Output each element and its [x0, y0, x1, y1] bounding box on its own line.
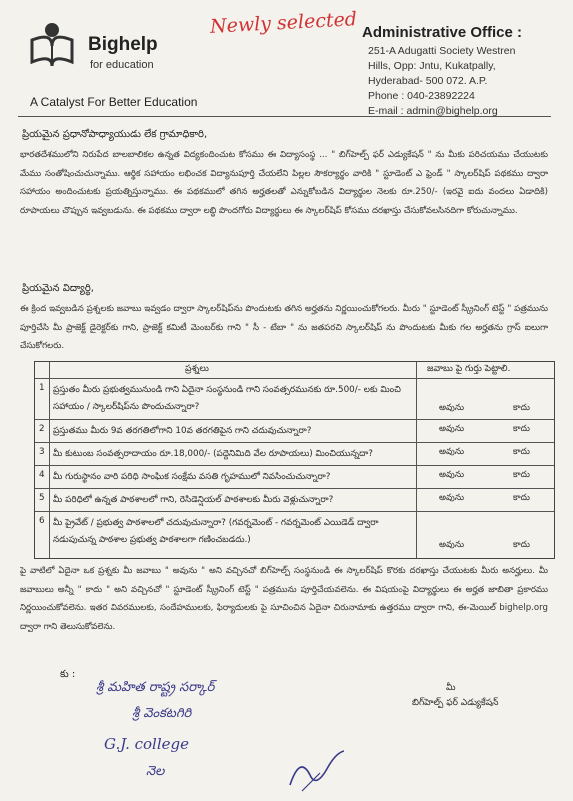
column-header-questions: ప్రశ్నలు — [185, 364, 209, 374]
email-line: E-mail : admin@bighelp.org — [368, 105, 498, 117]
address-line: Hills, Opp: Jntu, Kukatpally, — [368, 60, 496, 72]
address-line: 251-A Adugatti Society Westren — [368, 45, 516, 57]
column-header-answer: జవాబు పై గుర్తు పెట్టాలి. — [427, 364, 511, 374]
phone-line: Phone : 040-23892224 — [368, 90, 475, 102]
answer-yes[interactable]: అవును — [439, 493, 465, 503]
questions-table — [34, 361, 555, 559]
answer-no[interactable]: కాదు — [513, 403, 530, 413]
signature-scribble-icon — [280, 745, 350, 795]
question-text: మీ ప్రైవేట్ / ప్రభుత్వ పాఠశాలలో చదువుచున్నారా? (గవర్నమెంట్ - గవర్నమెంట్ ఎయిడెడ్ ద్వారా నడుపుచున్న పాఠశాల ప్రభుత్వ పాఠశాలగా గణించబడదు.) — [53, 518, 379, 545]
question-text: ప్రస్తుతం మీరు ప్రభుత్వమునుండి గాని ఏదైనా సంస్థనుండి గాని సంవత్సరమునకు రూ.500/- లకు మించి సహాయం / స్కాలర్‌షిప్‌ను పొందుచున్నారా? — [53, 385, 401, 412]
table-header — [35, 362, 554, 379]
question-text: మీ పరిధిలో ఉన్నత పాఠశాలలో గాని, రెసిడెన్షియల్ పాఠశాలకు మీరు వెళ్లుచున్నారా? — [53, 495, 334, 505]
address-line: Hyderabad- 500 072. A.P. — [368, 75, 488, 87]
closing-paragraph: పై వాటిలో ఏదైనా ఒక ప్రశ్నకు మీ జవాబు " అవును " అని వచ్చినచో బిగ్‌హెల్ప్ సంస్థనుండి ఈ స్కాలర్‌షిప్ కొరకు దరఖాస్తు చేయుటకు మీరు అనర్హులు. మీ జవాబులు అన్నీ " కాదు " అని వచ్చినచో " స్టూడెంట్ స్క్రీనింగ్ టెస్ట్ " పత్రమును పూర్తిచేయవలెను. ఈ విషయంపై విద్యార్థులు ఈ అర్హత జాబితా ప్రకారము నిర్ణయించుకోవలెను. ఇతర వివరములకు, సందేహములకు, ఫిర్యాదులకు పై సూచించిన ఏదైనా చిరునామాకు ఉత్తరము ద్వారా గాని, ఈ-మెయిల్ bighelp.org ద్వారా గాని తెలుసుకోవలెను. — [20, 566, 548, 632]
table-row — [35, 379, 554, 420]
answer-yes[interactable]: అవును — [439, 540, 465, 550]
signature-salutation: మీ — [446, 683, 456, 693]
handwritten-note: Newly selected — [209, 8, 358, 38]
question-text: ప్రస్తుతము మీరు 9వ తరగతిలోగాని 10వ తరగతిపైన గాని చదువుచున్నారా? — [53, 426, 312, 436]
answer-no[interactable]: కాదు — [513, 470, 530, 480]
answer-yes[interactable]: అవును — [439, 447, 465, 457]
answer-yes[interactable]: అవును — [439, 403, 465, 413]
table-row — [35, 489, 554, 512]
bighelp-logo-icon — [24, 16, 80, 72]
row-number: 6 — [39, 516, 45, 526]
salutation: ప్రియమైన ప్రధానోపాధ్యాయుడు లేక గ్రామాధికారి, — [22, 129, 208, 140]
answer-yes[interactable]: అవును — [439, 470, 465, 480]
row-number: 1 — [39, 383, 45, 393]
answer-no[interactable]: కాదు — [513, 493, 530, 503]
table-row — [35, 420, 554, 443]
tagline: A Catalyst For Better Education — [30, 95, 198, 109]
header-divider — [18, 116, 551, 117]
table-row — [35, 512, 554, 557]
row-number: 3 — [39, 447, 45, 457]
instructions-paragraph: ఈ క్రింద ఇవ్వబడిన ప్రశ్నలకు జవాబు ఇవ్వడం ద్వారా స్కాలర్‌షిప్‌ను పొందుటకు తగిన అర్హతను నిర్ణయించుకోగలరు. మీరు " స్టూడెంట్ స్క్రీనింగ్ టెస్ట్ " పత్రమును పూర్తిచేసి మీ ప్రాజెక్ట్ డైరెక్టర్‌కు గాని, ప్రాజెక్ట్ కమిటీ మెంబర్‌కు గాని " సీ - టేబా " ను జతపరచి స్కాలర్‌షిప్ ను పొందుటకు మీకు గల అర్హతను గ్రాస్ ఐలుగా చేసుకోగలరు. — [20, 304, 548, 351]
handwritten-address-line: G.J. college — [104, 735, 189, 753]
signature-organization: బిగ్‌హెల్ప్ ఫర్ ఎడ్యుకేషన్ — [412, 698, 499, 708]
answer-yes[interactable]: అవును — [439, 424, 465, 434]
brand-name: Bighelp — [88, 34, 158, 55]
student-heading: ప్రియమైన విద్యార్థి, — [22, 283, 94, 294]
row-number: 5 — [39, 493, 45, 503]
admin-office-block — [362, 24, 562, 119]
question-text: మీ గురుస్థానం వారి పరిధి సాంఘిక సంక్షేమ వసతి గృహములో నివసించుచున్నారా? — [53, 472, 331, 482]
answer-no[interactable]: కాదు — [513, 540, 530, 550]
intro-paragraph: భారతదేశములోని నిరుపేద బాలబాలికల ఉన్నత విద్యకందించుట కోసము ఈ విద్యాసంస్థ ... " బిగ్‌హెల్ప్ ఫర్ ఎడ్యుకేషన్ " ను మీకు పరిచయము చేయుటకు మేము సంతోషించుచున్నాము. ఆర్థిక సహాయం లభించక విద్యానుపూర్తి చేయలేని పిల్లల సౌకర్యార్థం వారికి " స్టూడెంట్ ఎ ఫ్రెండ్ " స్కాలర్‌షిప్ పథకము ద్వారా సహాయం అందించుటకు ప్రయత్నిస్తున్నాము. ఈ పథకములో తగిన అర్హతలతో ఎన్నుకోబడిన విద్యార్థుల నెలకు రూ.250/- (ఇరవై ఐదు వందలు ఏడాదికి) రూపాయలు చొప్పున ఇవ్వబడును. ఈ పథకము ద్వారా లబ్ధి పొందగోరు విద్యార్థులు ఈ స్కాలర్‌షిప్ కోసము దరఖాస్తు చేసుకోవలసినదిగా కోరుచున్నాము. — [20, 150, 548, 216]
answer-no[interactable]: కాదు — [513, 424, 530, 434]
question-text: మీ కుటుంబ సంవత్సరాదాయం రూ.18,000/- (పద్దెనిమిది వేల రూపాయలు) మించియున్నదా? — [53, 449, 373, 459]
table-row — [35, 443, 554, 466]
row-number: 2 — [39, 424, 45, 434]
row-number: 4 — [39, 470, 45, 480]
admin-office-title: Administrative Office : — [362, 24, 523, 41]
table-row — [35, 466, 554, 489]
handwritten-address-line: నెల — [146, 764, 165, 779]
handwritten-address-line: శ్రీ వెంకటగిరి — [132, 706, 192, 721]
brand-subtitle: for education — [90, 59, 154, 71]
handwritten-address-line: శ్రీ మహిత రాష్ట్ర సర్కార్ — [96, 680, 215, 695]
recipient-label: కు : — [60, 669, 76, 680]
answer-no[interactable]: కాదు — [513, 447, 530, 457]
